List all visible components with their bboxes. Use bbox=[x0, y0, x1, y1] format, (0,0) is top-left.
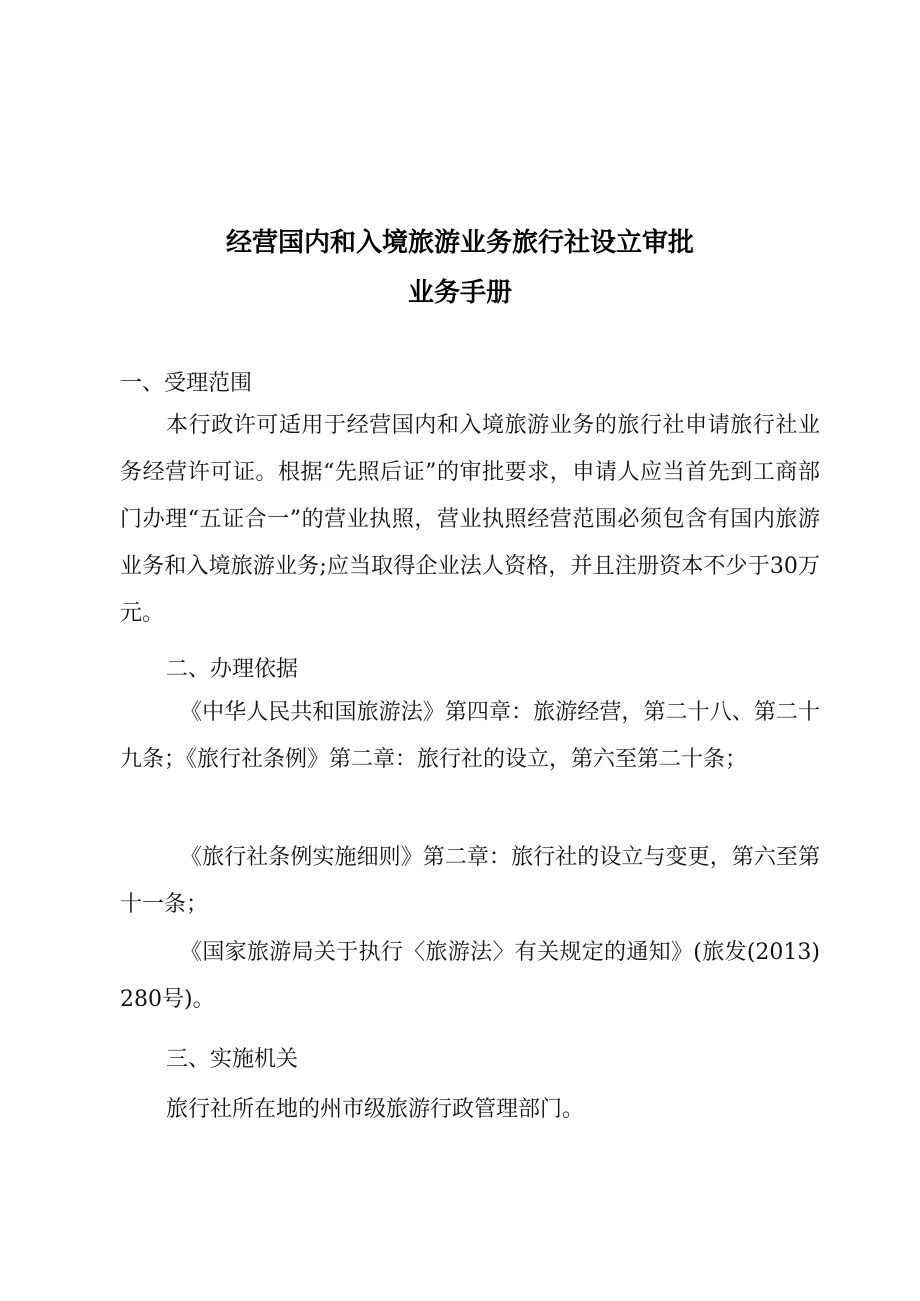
document-title-line-2: 业务手册 bbox=[407, 278, 512, 308]
section-body-authority: 旅行社所在地的州市级旅游行政管理部门。 bbox=[166, 1097, 585, 1122]
basis-item-notice: 《国家旅游局关于执行〈旅游法〉有关规定的通知》(旅发(2013)280号)。 bbox=[120, 940, 820, 1012]
section-heading-authority: 三、实施机关 bbox=[166, 1047, 299, 1072]
section-heading-scope: 一、受理范围 bbox=[120, 371, 253, 396]
basis-item-implementation-rules: 《旅行社条例实施细则》第二章：旅行社的设立与变更，第六至第十一条； bbox=[120, 845, 820, 917]
section-heading-basis: 二、办理依据 bbox=[166, 657, 299, 682]
basis-item-tourism-law: 《中华人民共和国旅游法》第四章：旅游经营，第二十八、第二十九条；《旅行社条例》第二章：旅行社的设立，第六至第二十条； bbox=[120, 700, 820, 772]
section-body-scope: 本行政许可适用于经营国内和入境旅游业务的旅行社申请旅行社业务经营许可证。根据“先照后证”的审批要求，申请人应当首先到工商部门办理“五证合一”的营业执照，营业执照经营范围必须包含有国内旅游业务和入境旅游业务;应当取得企业法人资格，并且注册资本不少于30万元。 bbox=[120, 413, 820, 626]
document-title-line-1: 经营国内和入境旅游业务旅行社设立审批 bbox=[225, 228, 694, 258]
